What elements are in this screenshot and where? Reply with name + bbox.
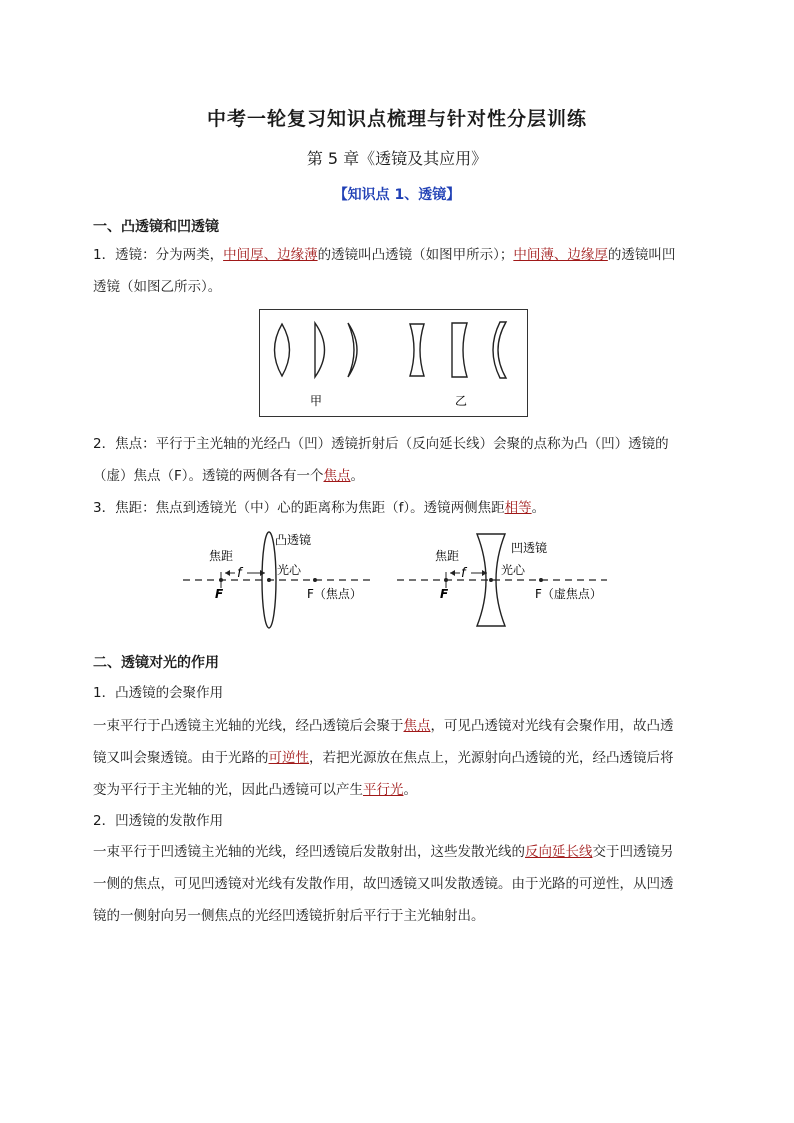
item3-paragraph — [93, 492, 708, 524]
F-label-left-1: F — [215, 587, 224, 601]
lens-types-figure — [259, 309, 528, 417]
concave-focal-diagram — [397, 534, 607, 626]
para2-text-d: 镜的一侧射向另一侧焦点的光经凹透镜折射后平行于主光轴射出。 — [93, 908, 485, 924]
optical-center-right — [489, 578, 493, 582]
convex-focal-diagram — [183, 532, 375, 628]
focal-length-label-left: 焦距 — [209, 549, 234, 563]
convex-lens-label: 凸透镜 — [275, 533, 312, 547]
F-label-right-1: F — [440, 587, 449, 601]
focal-length-figure — [175, 528, 615, 638]
item2-underline-focus: 焦点 — [323, 468, 351, 484]
item1-text-d: 透镜（如图乙所示）。 — [93, 279, 222, 295]
para1-text-e: 变为平行于主光轴的光，因此凸透镜可以产生 — [93, 782, 363, 798]
focus-left-2 — [313, 578, 317, 582]
para1-underline-parallel-light: 平行光 — [363, 782, 404, 798]
plano-convex-lens-shape — [315, 323, 325, 377]
item3-text-c: 。 — [531, 500, 546, 516]
lens-types-svg — [260, 310, 526, 415]
F-label-left-2: F（焦点） — [307, 587, 362, 601]
item2-text-a: 2．焦点：平行于主光轴的光经凸（凹）透镜折射后（反向延长线）会聚的点称为凸（凹）透镜的 — [93, 436, 669, 452]
section1-heading: 一、凸透镜和凹透镜 — [93, 219, 219, 235]
label-yi: 乙 — [455, 394, 468, 408]
para1-text-c: 镜又叫会聚透镜。由于光路的 — [93, 750, 269, 766]
optical-center-label-right: 光心 — [501, 563, 526, 577]
concave-lens-label: 凹透镜 — [511, 541, 548, 555]
document-title: 中考一轮复习知识点梳理与针对性分层训练 — [206, 108, 587, 130]
meniscus-convex-lens-shape — [348, 323, 357, 377]
focal-length-label-right: 焦距 — [435, 549, 460, 563]
meniscus-concave-lens-shape — [493, 322, 506, 378]
para1-text-a: 一束平行于凸透镜主光轴的光线，经凸透镜后会聚于 — [93, 718, 404, 734]
section2-heading: 二、透镜对光的作用 — [93, 655, 219, 671]
biconvex-lens-shape — [275, 324, 290, 376]
label-jia: 甲 — [310, 394, 323, 408]
f-label-left: f — [237, 566, 242, 581]
item1-paragraph — [93, 239, 708, 303]
knowledge-point-heading: 【知识点 1、透镜】 — [333, 187, 461, 203]
item2-text-c: 。 — [350, 468, 365, 484]
para1-text-d: ，若把光源放在焦点上，光源射向凸透镜的光，经凸透镜后将 — [309, 750, 674, 766]
optical-center-label-left: 光心 — [277, 563, 302, 577]
f-label-right: f — [461, 566, 466, 581]
sub2-heading: 2．凹透镜的发散作用 — [93, 813, 224, 829]
sub1-heading: 1．凸透镜的会聚作用 — [93, 685, 224, 701]
para1-underline-focus: 焦点 — [403, 718, 431, 734]
item3-text-a: 3．焦距：焦点到透镜光（中）心的距离称为焦距（f）。透镜两侧焦距 — [93, 500, 505, 516]
item1-underline-concave: 中间薄、边缘厚 — [513, 247, 608, 263]
para1-underline-reversibility: 可逆性 — [268, 750, 309, 766]
item1-text-c: 的透镜叫凹 — [607, 247, 676, 263]
plano-concave-lens-shape — [452, 323, 467, 377]
para2 — [93, 836, 708, 932]
chapter-title: 第 5 章《透镜及其应用》 — [306, 149, 488, 168]
para1-text-f: 。 — [403, 782, 417, 798]
para2-underline-reverse-extension: 反向延长线 — [525, 844, 593, 860]
item1-text-a: 1．透镜：分为两类， — [93, 247, 224, 263]
item1-underline-convex: 中间厚、边缘薄 — [223, 247, 318, 263]
para1 — [93, 710, 708, 806]
item2-paragraph — [93, 428, 708, 492]
F-label-right-2: F（虚焦点） — [535, 587, 602, 601]
para2-text-c: 一侧的焦点，可见凹透镜对光线有发散作用，故凹透镜又叫发散透镜。由于光路的可逆性，从凹透 — [93, 876, 674, 892]
biconcave-lens-shape — [410, 324, 424, 376]
item1-text-b: 的透镜叫凸透镜（如图甲所示）； — [317, 247, 514, 263]
optical-center-left — [267, 578, 271, 582]
para2-text-a: 一束平行于凹透镜主光轴的光线，经凹透镜后发散射出，这些发散光线的 — [93, 844, 525, 860]
para1-text-b: ，可见凸透镜对光线有会聚作用，故凸透 — [430, 718, 674, 734]
para2-text-b: 交于凹透镜另 — [592, 844, 674, 860]
focus-right-2 — [539, 578, 543, 582]
item3-underline-equal: 相等 — [504, 500, 532, 516]
item2-text-b: （虚）焦点（F）。透镜的两侧各有一个 — [93, 468, 324, 484]
